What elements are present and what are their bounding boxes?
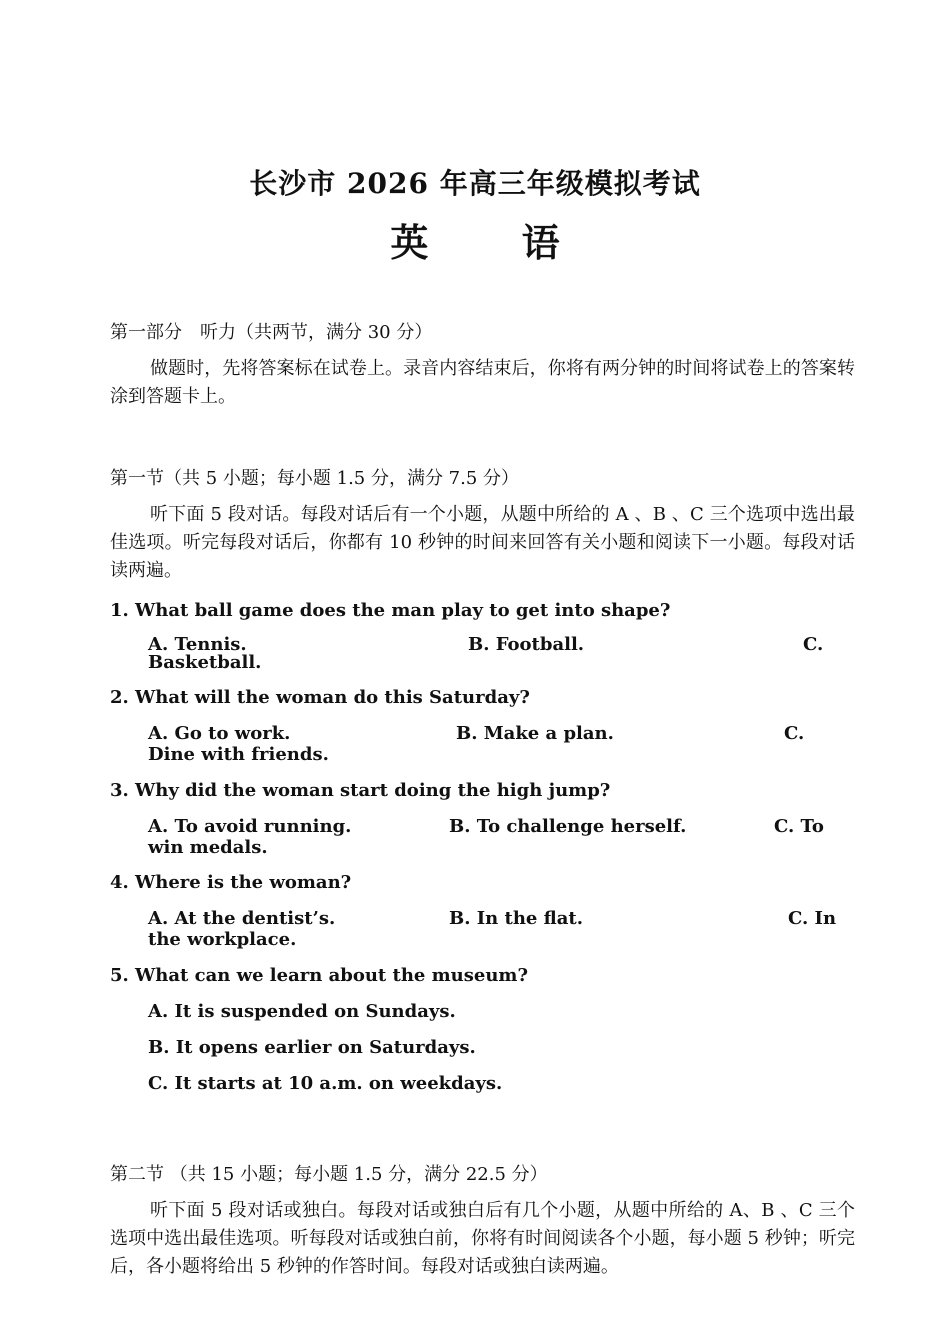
question-3-stem: 3. Why did the woman start doing the high jump? [110, 780, 611, 801]
question-4-options [148, 908, 838, 952]
option-a: A. Tennis. [148, 634, 247, 655]
option-a: A. Go to work. [148, 723, 291, 744]
question-2-options [148, 723, 838, 767]
question-5-stem: 5. What can we learn about the museum? [110, 965, 529, 986]
option-b: B. It opens earlier on Saturdays. [148, 1037, 476, 1058]
question-2-stem: 2. What will the woman do this Saturday? [110, 687, 530, 708]
question-1-stem: 1. What ball game does the man play to get into shape? [110, 600, 671, 621]
subject-title: 英 语 [390, 220, 600, 265]
section1-instruction: 听下面 5 段对话。每段对话后有一个小题，从题中所给的 A 、B 、C 三个选项中选出最佳选项。听完每段对话后，你都有 10 秒钟的时间来回答有关小题和阅读下一小题。每段对话读两遍。 [110, 504, 855, 581]
option-c-continued: the workplace. [148, 929, 297, 950]
question-4-stem: 4. Where is the woman? [110, 872, 352, 893]
part1-heading: 第一部分 听力（共两节，满分 30 分） [110, 322, 433, 343]
option-b: B. In the flat. [449, 908, 583, 929]
question-1-options [148, 634, 838, 678]
option-c: C. To [774, 816, 824, 837]
section2-heading: 第二节 （共 15 小题；每小题 1.5 分，满分 22.5 分） [110, 1164, 548, 1185]
exam-title: 长沙市 2026 年高三年级模拟考试 [249, 167, 701, 200]
option-c-continued: win medals. [148, 837, 268, 858]
option-b: B. To challenge herself. [449, 816, 687, 837]
option-a: A. At the dentist’s. [148, 908, 336, 929]
option-b: B. Football. [468, 634, 585, 655]
option-c: C. [803, 634, 824, 655]
option-a: A. It is suspended on Sundays. [148, 1001, 456, 1022]
option-c-continued: Basketball. [148, 652, 262, 673]
option-c: C. In [788, 908, 837, 929]
option-c: C. [784, 723, 805, 744]
option-b: B. Make a plan. [456, 723, 614, 744]
part1-instruction: 做题时，先将答案标在试卷上。录音内容结束后，你将有两分钟的时间将试卷上的答案转涂到答题卡上。 [110, 358, 855, 407]
option-a: A. To avoid running. [148, 816, 352, 837]
option-c: C. It starts at 10 a.m. on weekdays. [148, 1073, 503, 1094]
question-3-options [148, 816, 838, 860]
section2-instruction: 听下面 5 段对话或独白。每段对话或独白后有几个小题，从题中所给的 A、B 、C 三个选项中选出最佳选项。听每段对话或独白前，你将有时间阅读各个小题，每小题 5 秒钟；听完后，各小题将给出 5 秒钟的作答时间。每段对话或独白读两遍。 [110, 1200, 855, 1277]
section1-heading: 第一节（共 5 小题；每小题 1.5 分，满分 7.5 分） [110, 468, 520, 489]
option-c-continued: Dine with friends. [148, 744, 329, 765]
